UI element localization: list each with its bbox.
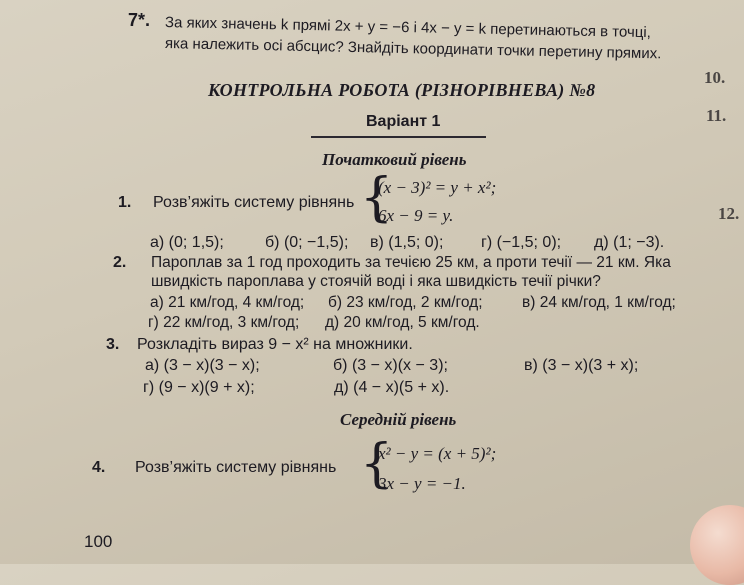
variant-underline bbox=[311, 136, 486, 138]
problem-1-eq1: (x − 3)² = y + x²; bbox=[378, 178, 497, 197]
problem-2-answer-g: г) 22 км/год, 3 км/год; bbox=[148, 314, 300, 331]
variant-heading: Варіант 1 bbox=[366, 113, 441, 130]
system-brace: { bbox=[360, 168, 394, 228]
problem-2-answer-b: б) 23 км/год, 2 км/год; bbox=[328, 294, 483, 311]
problem-4-eq1: x² − y = (x + 5)²; bbox=[378, 444, 497, 463]
problem-2-answer-a: а) 21 км/год, 4 км/год; bbox=[150, 294, 305, 311]
problem-3-answer-b: б) (3 − x)(x − 3); bbox=[333, 357, 448, 374]
problem-2-answer-d: д) 20 км/год, 5 км/год. bbox=[325, 314, 480, 331]
problem-1-answer-d: д) (1; −3). bbox=[594, 234, 665, 251]
system-brace-4: { bbox=[360, 434, 394, 494]
problem-3-answer-g: г) (9 − x)(9 + x); bbox=[143, 379, 255, 396]
page-title: КОНТРОЛЬНА РОБОТА (РІЗНОРІВНЕВА) №8 bbox=[208, 80, 596, 100]
margin-number-12: 12. bbox=[718, 204, 740, 223]
level-initial-heading: Початковий рівень bbox=[322, 150, 467, 169]
page-number: 100 bbox=[84, 532, 113, 551]
problem-2-number: 2. bbox=[113, 254, 127, 271]
problem-3-text: Розкладіть вираз 9 − x² на множники. bbox=[137, 336, 413, 353]
problem-2-answer-v: в) 24 км/год, 1 км/год; bbox=[522, 294, 676, 311]
problem-3-answer-d: д) (4 − x)(5 + x). bbox=[334, 379, 450, 396]
problem-2-line1: Пароплав за 1 год проходить за течією 25 км, а проти течії — 21 км. Яка bbox=[151, 254, 671, 271]
problem-1-answer-b: б) (0; −1,5); bbox=[265, 234, 349, 251]
level-middle-heading: Середній рівень bbox=[340, 410, 457, 429]
margin-number-10: 10. bbox=[704, 68, 726, 87]
problem-1-text: Розв’яжіть систему рівнянь bbox=[153, 194, 355, 211]
problem-2-line2: швидкість пароплава у стоячій воді і яка швидкість течії річки? bbox=[151, 273, 601, 290]
problem-4-text: Розв’яжіть систему рівнянь bbox=[135, 459, 337, 476]
margin-number-11: 11. bbox=[706, 106, 727, 125]
problem-1-number: 1. bbox=[118, 194, 132, 211]
problem-3-answer-v: в) (3 − x)(3 + x); bbox=[524, 357, 639, 374]
problem-7-line1: За яких значень k прямі 2x + y = −6 і 4x − y = k перетинаються в точці, bbox=[164, 14, 652, 42]
problem-1-eq2: 6x − 9 = y. bbox=[378, 206, 454, 225]
problem-3-number: 3. bbox=[106, 336, 120, 353]
problem-1-answer-g: г) (−1,5; 0); bbox=[481, 234, 562, 251]
problem-1-answer-a: а) (0; 1,5); bbox=[150, 234, 224, 251]
problem-1-answer-v: в) (1,5; 0); bbox=[370, 234, 444, 251]
problem-4-number: 4. bbox=[92, 459, 106, 476]
problem-7-number: 7*. bbox=[128, 10, 151, 30]
finger-photo-artifact bbox=[690, 505, 744, 585]
problem-4-eq2: 3x − y = −1. bbox=[378, 474, 466, 493]
problem-7-line2: яка належить осі абсцис? Знайдіть координати точки перетину прямих. bbox=[164, 35, 662, 63]
problem-3-answer-a: а) (3 − x)(3 − x); bbox=[145, 357, 260, 374]
